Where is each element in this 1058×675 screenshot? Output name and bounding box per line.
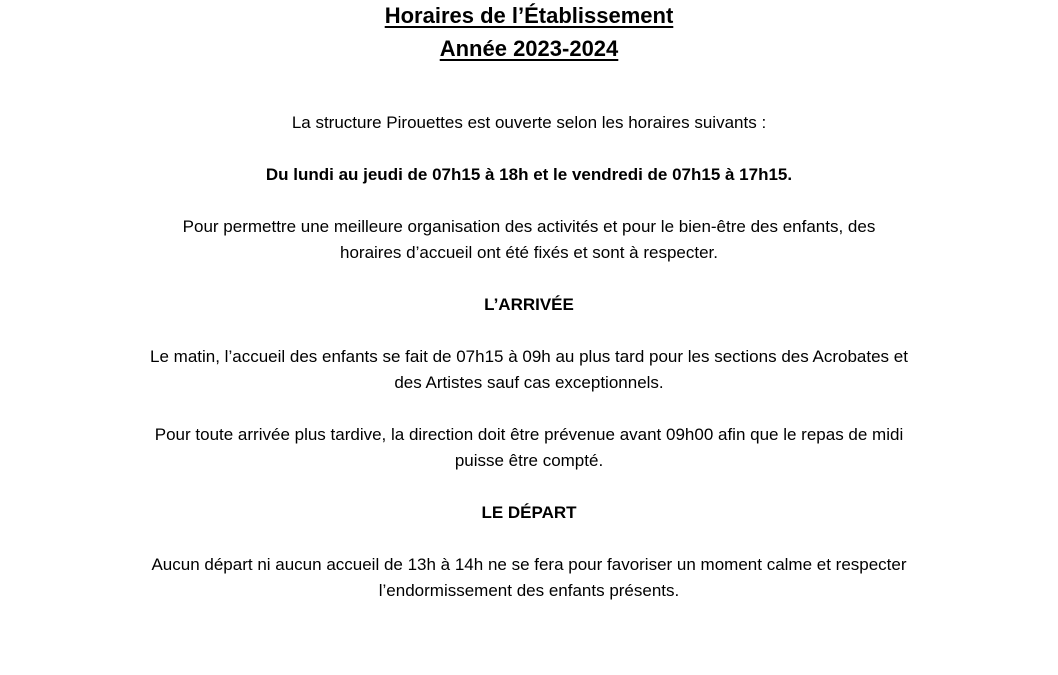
arrival-heading: L’ARRIVÉE (484, 295, 574, 314)
departure-text-line1: Aucun départ ni aucun accueil de 13h à 14h ne se fera pour favoriser un moment calme et respecter (151, 555, 907, 574)
intro-text: La structure Pirouettes est ouverte selon les horaires suivants : (291, 113, 767, 132)
arrival-paragraph2-line1: Pour toute arrivée plus tardive, la direction doit être prévenue avant 09h00 afin que le repas de midi (154, 425, 904, 444)
departure-heading: LE DÉPART (481, 503, 577, 522)
arrival-paragraph2-line2: puisse être compté. (454, 451, 604, 470)
document-year: Année 2023-2024 (439, 36, 619, 61)
arrival-paragraph1-line1: Le matin, l’accueil des enfants se fait de 07h15 à 09h au plus tard pour les sections des Acrobates et (150, 347, 908, 366)
departure-text-line2: l’endormissement des enfants présents. (378, 581, 680, 600)
arrival-paragraph1-line2: des Artistes sauf cas exceptionnels. (394, 373, 664, 392)
schedule-text: Du lundi au jeudi de 07h15 à 18h et le vendredi de 07h15 à 17h15. (265, 165, 793, 184)
organisation-text-line2: horaires d’accueil ont été fixés et sont à respecter. (340, 243, 718, 262)
document-title: Horaires de l’Établissement (384, 3, 674, 28)
organisation-text-line1: Pour permettre une meilleure organisation des activités et pour le bien-être des enfants, des (182, 217, 876, 236)
